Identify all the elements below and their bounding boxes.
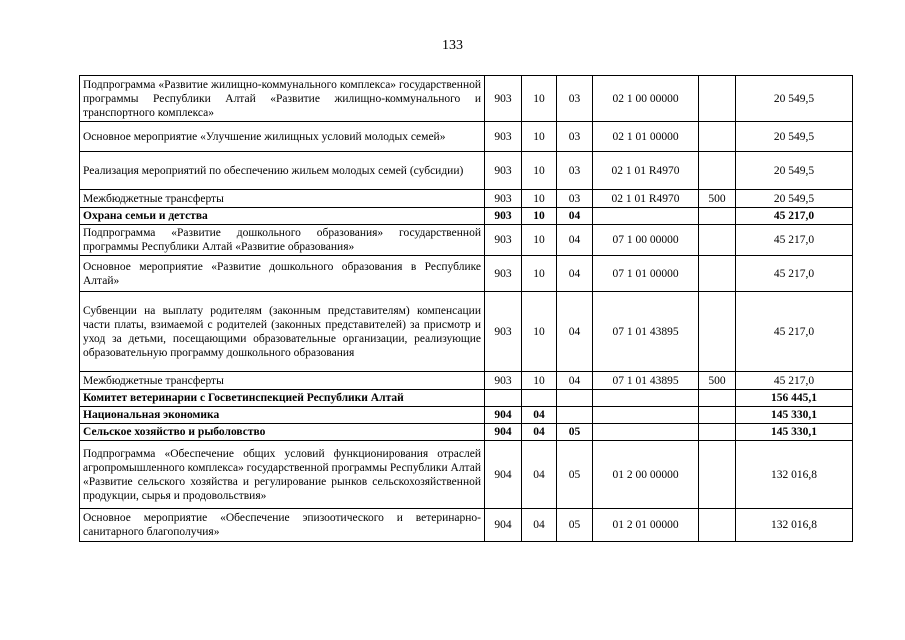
table-row [80, 390, 853, 407]
row-target-article-cell: 07 1 01 00000 [593, 256, 699, 292]
row-section-cell: 04 [522, 509, 557, 542]
row-expense-type-cell [699, 225, 736, 256]
row-amount-cell: 132 016,8 [736, 441, 853, 509]
row-amount-cell: 45 217,0 [736, 256, 853, 292]
row-subsection-cell: 03 [557, 76, 593, 122]
row-target-article-cell: 02 1 01 R4970 [593, 190, 699, 208]
row-name-cell: Основное мероприятие «Развитие дошкольного образования в Республике Алтай» [80, 256, 485, 292]
row-expense-type-cell [699, 76, 736, 122]
row-amount-cell: 45 217,0 [736, 208, 853, 225]
row-grbs-cell: 903 [485, 208, 522, 225]
row-target-article-cell: 01 2 00 00000 [593, 441, 699, 509]
row-target-article-cell: 07 1 01 43895 [593, 292, 699, 372]
row-grbs-cell: 904 [485, 509, 522, 542]
budget-table [79, 75, 853, 542]
row-subsection-cell: 04 [557, 292, 593, 372]
row-expense-type-cell [699, 407, 736, 424]
table-row [80, 509, 853, 542]
row-name-cell: Реализация мероприятий по обеспечению жильем молодых семей (субсидии) [80, 152, 485, 190]
row-amount-cell: 156 445,1 [736, 390, 853, 407]
row-name-cell: Охрана семьи и детства [80, 208, 485, 225]
row-grbs-cell: 903 [485, 152, 522, 190]
row-section-cell [522, 390, 557, 407]
row-subsection-cell: 04 [557, 256, 593, 292]
table-row [80, 225, 853, 256]
table-body [80, 76, 853, 542]
row-expense-type-cell [699, 292, 736, 372]
row-name-cell: Подпрограмма «Развитие жилищно-коммунального комплекса» государственной программы Республики Алтай «Развитие жилищно-коммунального и транспортного комплекса» [80, 76, 485, 122]
table-row [80, 424, 853, 441]
row-target-article-cell: 07 1 01 43895 [593, 372, 699, 390]
table-row [80, 441, 853, 509]
row-amount-cell: 145 330,1 [736, 407, 853, 424]
row-name-cell: Межбюджетные трансферты [80, 190, 485, 208]
row-expense-type-cell [699, 208, 736, 225]
row-expense-type-cell: 500 [699, 190, 736, 208]
row-amount-cell: 145 330,1 [736, 424, 853, 441]
table-row [80, 256, 853, 292]
row-subsection-cell: 05 [557, 424, 593, 441]
row-subsection-cell: 03 [557, 152, 593, 190]
row-name-cell: Подпрограмма «Обеспечение общих условий функционирования отраслей агропромышленного комплекса» государственной программы Республики Алтай «Развитие сельского хозяйства и регулирование рынков сельскохозяйственной продукции, сырья и продовольствия» [80, 441, 485, 509]
row-amount-cell: 20 549,5 [736, 152, 853, 190]
row-target-article-cell: 02 1 01 R4970 [593, 152, 699, 190]
row-subsection-cell: 03 [557, 122, 593, 152]
row-amount-cell: 20 549,5 [736, 122, 853, 152]
row-subsection-cell: 04 [557, 372, 593, 390]
row-expense-type-cell [699, 152, 736, 190]
row-expense-type-cell [699, 256, 736, 292]
row-name-cell: Национальная экономика [80, 407, 485, 424]
row-grbs-cell: 903 [485, 225, 522, 256]
row-grbs-cell: 903 [485, 256, 522, 292]
row-name-cell: Подпрограмма «Развитие дошкольного образования» государственной программы Республики Алтай «Развитие образования» [80, 225, 485, 256]
row-grbs-cell [485, 390, 522, 407]
row-section-cell: 10 [522, 292, 557, 372]
row-name-cell: Межбюджетные трансферты [80, 372, 485, 390]
row-expense-type-cell [699, 424, 736, 441]
table-row [80, 208, 853, 225]
page-number: 133 [442, 38, 463, 53]
table-row [80, 292, 853, 372]
row-grbs-cell: 903 [485, 292, 522, 372]
row-section-cell: 04 [522, 407, 557, 424]
row-grbs-cell: 903 [485, 122, 522, 152]
table-row [80, 122, 853, 152]
row-section-cell: 10 [522, 122, 557, 152]
row-name-cell: Основное мероприятие «Обеспечение эпизоотического и ветеринарно-санитарного благополучия» [80, 509, 485, 542]
row-name-cell: Субвенции на выплату родителям (законным представителям) компенсации части платы, взимаемой с родителей (законных представителей) за присмотр и уход за детьми, посещающими образовательные организации, реализующие образовательную программу дошкольного образования [80, 292, 485, 372]
row-amount-cell: 45 217,0 [736, 225, 853, 256]
row-expense-type-cell: 500 [699, 372, 736, 390]
row-expense-type-cell [699, 122, 736, 152]
row-grbs-cell: 903 [485, 76, 522, 122]
row-section-cell: 10 [522, 225, 557, 256]
row-amount-cell: 132 016,8 [736, 509, 853, 542]
table-row [80, 372, 853, 390]
row-name-cell: Комитет ветеринарии с Госветинспекцией Республики Алтай [80, 390, 485, 407]
row-grbs-cell: 904 [485, 424, 522, 441]
row-name-cell: Сельское хозяйство и рыболовство [80, 424, 485, 441]
row-target-article-cell [593, 424, 699, 441]
row-section-cell: 10 [522, 256, 557, 292]
row-target-article-cell [593, 407, 699, 424]
row-amount-cell: 20 549,5 [736, 76, 853, 122]
table-row [80, 152, 853, 190]
row-subsection-cell [557, 390, 593, 407]
row-expense-type-cell [699, 441, 736, 509]
row-subsection-cell [557, 407, 593, 424]
row-section-cell: 10 [522, 208, 557, 225]
row-amount-cell: 45 217,0 [736, 372, 853, 390]
row-target-article-cell: 02 1 00 00000 [593, 76, 699, 122]
row-target-article-cell: 02 1 01 00000 [593, 122, 699, 152]
row-subsection-cell: 03 [557, 190, 593, 208]
row-section-cell: 04 [522, 424, 557, 441]
table-row [80, 76, 853, 122]
row-subsection-cell: 04 [557, 208, 593, 225]
row-grbs-cell: 903 [485, 190, 522, 208]
row-section-cell: 10 [522, 76, 557, 122]
row-amount-cell: 20 549,5 [736, 190, 853, 208]
row-subsection-cell: 05 [557, 441, 593, 509]
row-subsection-cell: 05 [557, 509, 593, 542]
row-target-article-cell: 07 1 00 00000 [593, 225, 699, 256]
row-section-cell: 10 [522, 190, 557, 208]
row-target-article-cell [593, 390, 699, 407]
row-subsection-cell: 04 [557, 225, 593, 256]
row-grbs-cell: 904 [485, 407, 522, 424]
row-section-cell: 10 [522, 372, 557, 390]
row-name-cell: Основное мероприятие «Улучшение жилищных условий молодых семей» [80, 122, 485, 152]
table-row [80, 190, 853, 208]
table-row [80, 407, 853, 424]
row-grbs-cell: 903 [485, 372, 522, 390]
row-section-cell: 04 [522, 441, 557, 509]
row-section-cell: 10 [522, 152, 557, 190]
row-grbs-cell: 904 [485, 441, 522, 509]
row-target-article-cell: 01 2 01 00000 [593, 509, 699, 542]
row-target-article-cell [593, 208, 699, 225]
row-amount-cell: 45 217,0 [736, 292, 853, 372]
row-expense-type-cell [699, 509, 736, 542]
row-expense-type-cell [699, 390, 736, 407]
